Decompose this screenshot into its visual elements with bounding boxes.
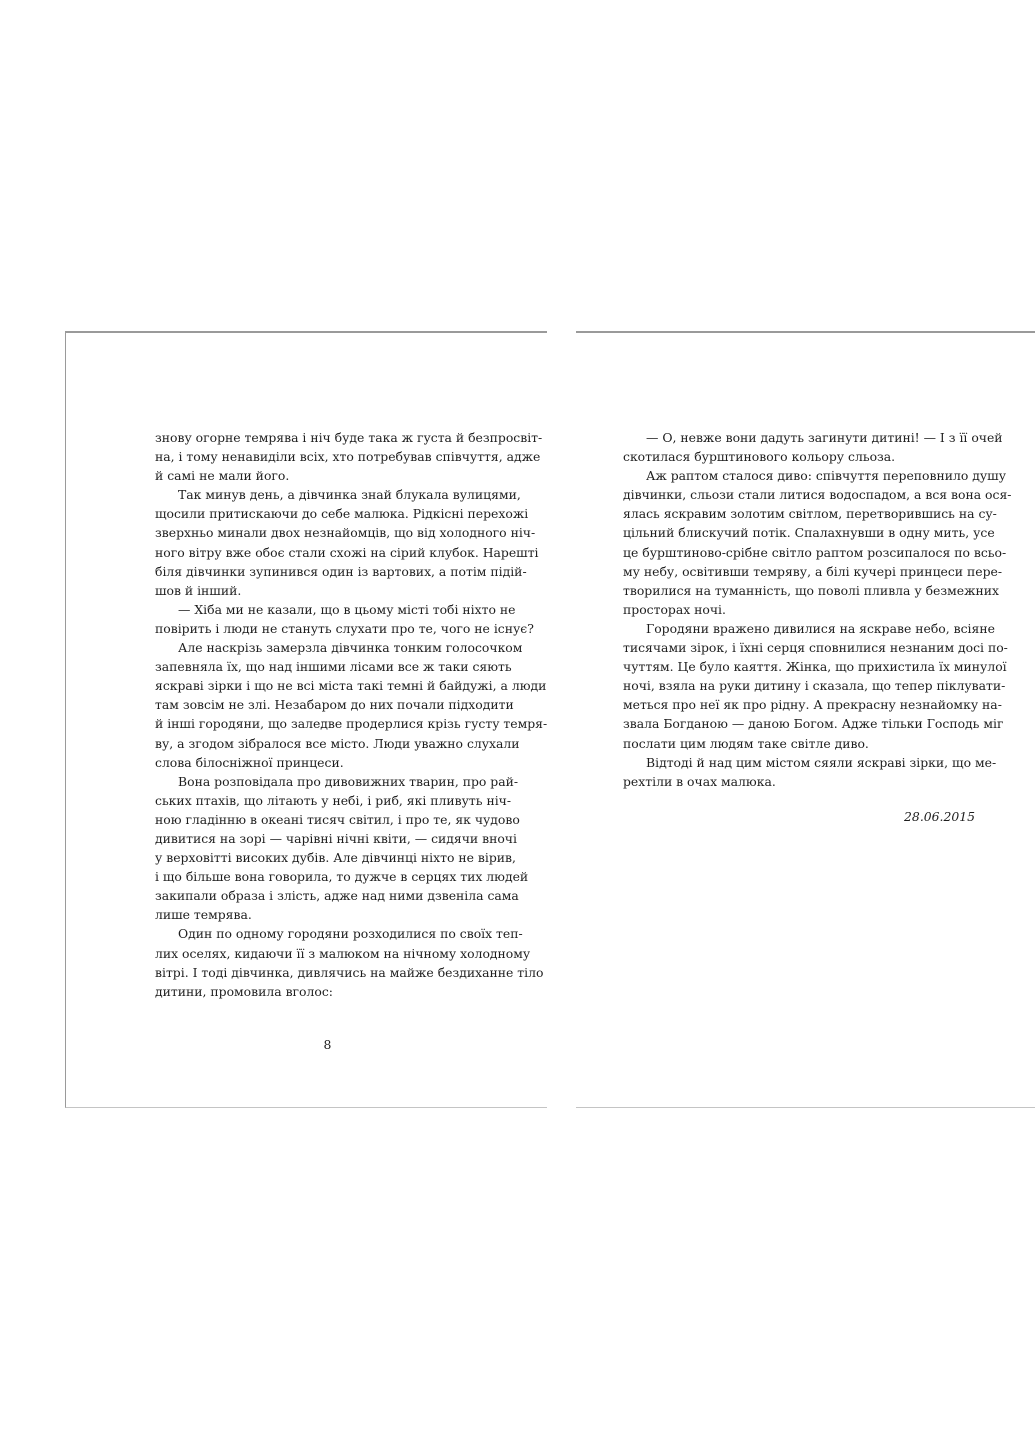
text-line: це бурштиново-срібне світло раптом розсипалося по всьо-	[623, 544, 1007, 560]
text-line: лише темрява.	[155, 907, 252, 923]
text-line: там зовсім не злі. Незабаром до них почали підходити	[155, 697, 514, 713]
text-line: шов й інший.	[155, 582, 242, 598]
text-line: ялась яскравим золотим світлом, перетворившись на су-	[623, 506, 997, 522]
text-line: — О, невже вони дадуть загинути дитині! — І з її очей	[646, 430, 1003, 445]
text-line: у верховітті високих дубів. Але дівчинці ніхто не вірив,	[155, 850, 516, 866]
page-number: 8	[323, 1037, 332, 1052]
text-line: Так минув день, а дівчинка знай блукала вулицями,	[178, 487, 521, 503]
text-line: запевняла їх, що над іншими лісами все ж таки сяють	[155, 659, 512, 675]
text-line: рехтіли в очах малюка.	[623, 773, 776, 789]
text-line: Аж раптом сталося диво: співчуття переповнило душу	[646, 468, 1006, 484]
text-line: просторах ночі.	[623, 601, 726, 617]
text-line: повірить і люди не стануть слухати про те, чого не існує?	[155, 620, 534, 636]
text-line: цільний блискучий потік. Спалахнувши в одну мить, усе	[623, 525, 995, 541]
text-line: Вона розповідала про дивовижних тварин, про рай-	[178, 773, 519, 789]
text-line: ною гладінню в океані тисяч світил, і про те, як чудово	[155, 811, 520, 827]
text-line: скотилася бурштинового кольору сльоза.	[623, 449, 896, 465]
text-line: Відтоді й над цим містом сяяли яскраві зірки, що ме-	[646, 754, 997, 770]
text-line: біля дівчинки зупинився один із вартових, а потім підій-	[155, 563, 527, 579]
text-line: й самі не мали його.	[155, 468, 290, 484]
text-line: Один по одному городяни розходилися по своїх теп-	[178, 926, 523, 942]
text-line: Городяни вражено дивилися на яскраве небо, всіяне	[646, 620, 995, 636]
text-line: тисячами зірок, і їхні серця сповнилися незнаним досі по-	[623, 640, 1008, 656]
text-line: ських птахів, що літають у небі, і риб, які пливуть ніч-	[155, 792, 512, 808]
text-line: Але наскрізь замерзла дівчинка тонким голосочком	[178, 640, 523, 656]
text-line: дівчинки, сльози стали литися водоспадом, а вся вона ося-	[623, 487, 1012, 503]
text-line: і що більше вона говорила, то дужче в серцях тих людей	[155, 869, 529, 885]
left-page	[65, 331, 547, 1108]
text-line: яскраві зірки і що не всі міста такі темні й байдужі, а люди	[155, 678, 547, 694]
text-line: закипали образа і злість, адже над ними дзвеніла сама	[155, 888, 519, 904]
right-page-text	[623, 428, 1012, 791]
text-line: звала Богданою — даною Богом. Адже тільки Господь міг	[623, 716, 1004, 732]
text-line: послати цим людям таке світле диво.	[623, 735, 869, 751]
text-line: дивитися на зорі — чарівні нічні квіти, — сидячи вночі	[155, 830, 517, 846]
left-page-text	[155, 428, 548, 1001]
text-line: чуттям. Це було каяття. Жінка, що прихистила їх минулої	[623, 659, 1007, 675]
text-line: лих оселях, кидаючи її з малюком на нічному холодному	[155, 945, 531, 961]
text-line: меться про неї як про рідну. А прекрасну незнайомку на-	[623, 697, 1002, 713]
text-line: вітрі. І тоді дівчинка, дивлячись на майже бездиханне тіло	[155, 964, 544, 980]
text-line: ного вітру вже обоє стали схожі на сірий клубок. Нарешті	[155, 544, 539, 560]
text-line: дитини, промовила вголос:	[155, 983, 333, 999]
story-date: 28.06.2015	[904, 809, 975, 824]
text-line: творилися на туманність, що поволі пливла у безмежних	[623, 582, 1000, 598]
text-line: знову огорне темрява і ніч буде така ж густа й безпросвіт-	[155, 430, 543, 445]
text-line: му небу, освітивши темряву, а білі кучері принцеси пере-	[623, 563, 1003, 579]
text-line: — Хіба ми не казали, що в цьому місті тобі ніхто не	[178, 601, 516, 617]
text-line: щосили притискаючи до себе малюка. Рідкісні перехожі	[155, 506, 529, 522]
text-line: слова білосніжної принцеси.	[155, 754, 344, 770]
text-line: зверхньо минали двох незнайомців, що від холодного ніч-	[155, 525, 536, 541]
text-line: ву, а згодом зібралося все місто. Люди уважно слухали	[155, 735, 520, 751]
text-line: ночі, взяла на руки дитину і сказала, що тепер піклувати-	[623, 678, 1006, 694]
text-line: й інші городяни, що заледве продерлися крізь густу темря-	[155, 716, 548, 732]
text-line: на, і тому ненавиділи всіх, хто потребував співчуття, адже	[155, 449, 541, 465]
right-page	[576, 331, 1035, 1108]
